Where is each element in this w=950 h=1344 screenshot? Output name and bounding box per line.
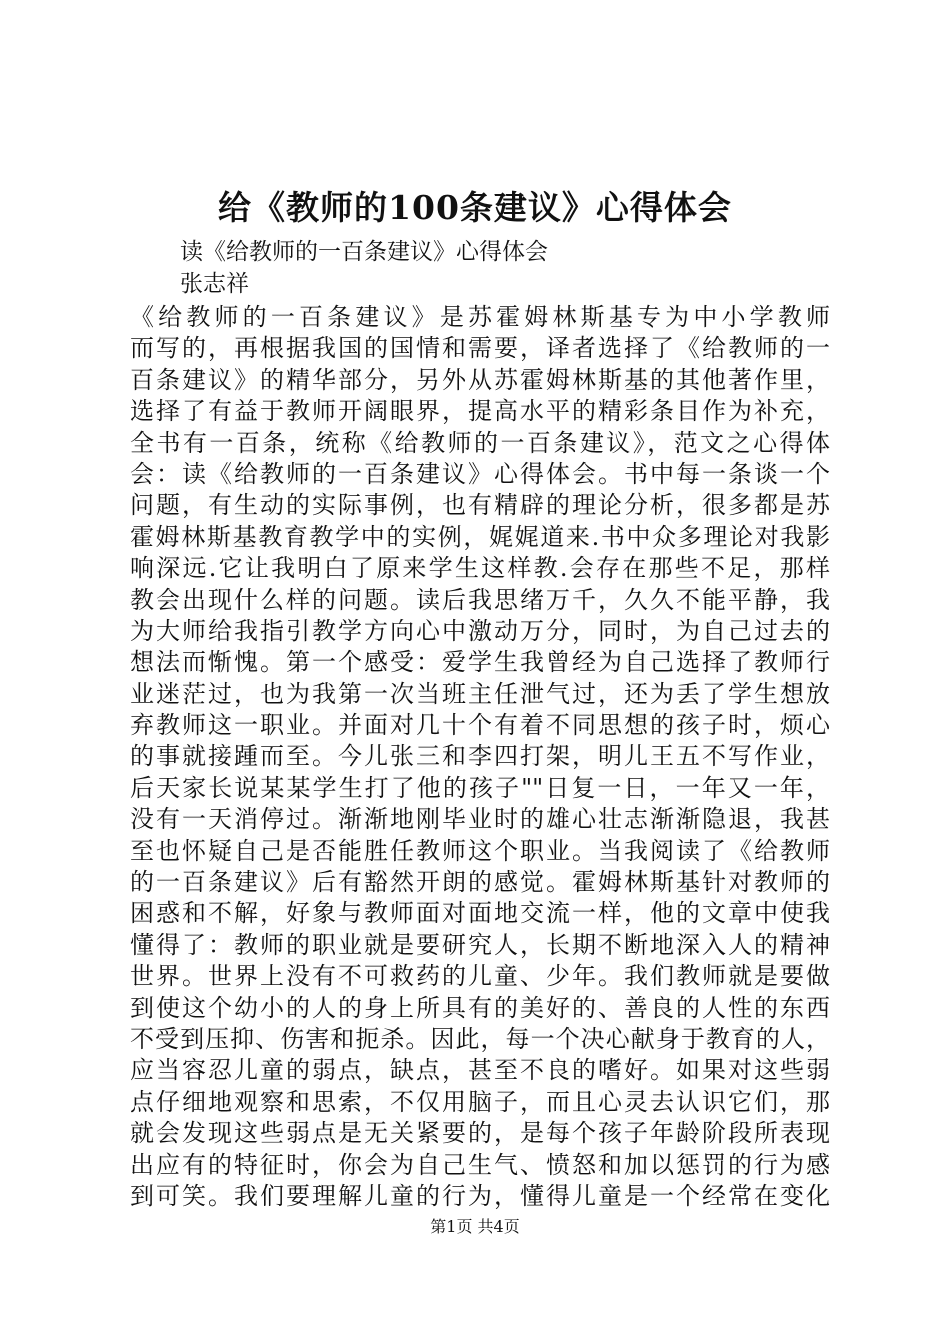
body-line: 出应有的特征时，你会为自己生气、愤怒和加以惩罚的行为感 [130,1150,830,1179]
body-line: 的事就接踵而至。今儿张三和李四打架，明儿王五不写作业， [130,742,830,771]
body-line: 问题，有生动的实际事例，也有精辟的理论分析，很多都是苏 [130,491,830,520]
body-line: 响深远.它让我明白了原来学生这样教.会存在那些不足，那样 [130,554,830,583]
body-line: 弃教师这一职业。并面对几十个有着不同思想的孩子时，烦心 [130,711,830,740]
body-line: 困惑和不解，好象与教师面对面地交流一样，他的文章中使我 [130,899,830,928]
document-title: 给《教师的100条建议》心得体会 [218,188,732,227]
document-author: 张志祥 [180,271,249,297]
body-line: 不受到压抑、伤害和扼杀。因此，每一个决心献身于教育的人， [130,1024,830,1053]
body-line: 全书有一百条，统称《给教师的一百条建议》，范文之心得体 [130,428,830,457]
body-line: 霍姆林斯基教育教学中的实例，娓娓道来.书中众多理论对我影 [130,522,830,551]
body-line: 而写的，再根据我国的国情和需要，译者选择了《给教师的一 [130,334,830,363]
body-line: 到可笑。我们要理解儿童的行为，懂得儿童是一个经常在变化 [130,1181,830,1210]
body-line: 百条建议》的精华部分，另外从苏霍姆林斯基的其他著作里， [130,365,830,394]
body-line: 教会出现什么样的问题。读后我思绪万千，久久不能平静，我 [130,585,830,614]
document-subtitle: 读《给教师的一百条建议》心得体会 [180,239,548,265]
body-line: 点仔细地观察和思索，不仅用脑子，而且心灵去认识它们，那 [130,1087,830,1116]
body-line: 的一百条建议》后有豁然开朗的感觉。霍姆林斯基针对教师的 [130,868,830,897]
body-line: 应当容忍儿童的弱点，缺点，甚至不良的嗜好。如果对这些弱 [130,1056,830,1085]
body-line: 至也怀疑自己是否能胜任教师这个职业。当我阅读了《给教师 [130,836,830,865]
body-line: 会：读《给教师的一百条建议》心得体会。书中每一条谈一个 [130,459,830,488]
body-line: 为大师给我指引教学方向心中激动万分，同时，为自己过去的 [130,616,830,645]
document-body [130,302,830,1212]
body-line: 选择了有益于教师开阔眼界，提高水平的精彩条目作为补充， [130,397,830,426]
body-line: 业迷茫过，也为我第一次当班主任泄气过，还为丢了学生想放 [130,679,830,708]
body-line: 《给教师的一百条建议》是苏霍姆林斯基专为中小学教师 [130,303,830,331]
body-line: 就会发现这些弱点是无关紧要的，是每个孩子年龄阶段所表现 [130,1119,830,1148]
body-line: 世界。世界上没有不可救药的儿童、少年。我们教师就是要做 [130,962,830,991]
body-line: 后天家长说某某学生打了他的孩子""日复一日，一年又一年， [130,773,830,802]
page-footer: 第1页 共4页 [430,1217,520,1236]
body-line: 到使这个幼小的人的身上所具有的美好的、善良的人性的东西 [130,993,830,1022]
body-line: 懂得了：教师的职业就是要研究人，长期不断地深入人的精神 [130,930,830,959]
body-line: 没有一天消停过。渐渐地刚毕业时的雄心壮志渐渐隐退，我甚 [130,805,830,834]
body-line: 想法而惭愧。第一个感受：爱学生我曾经为自己选择了教师行 [130,648,830,677]
